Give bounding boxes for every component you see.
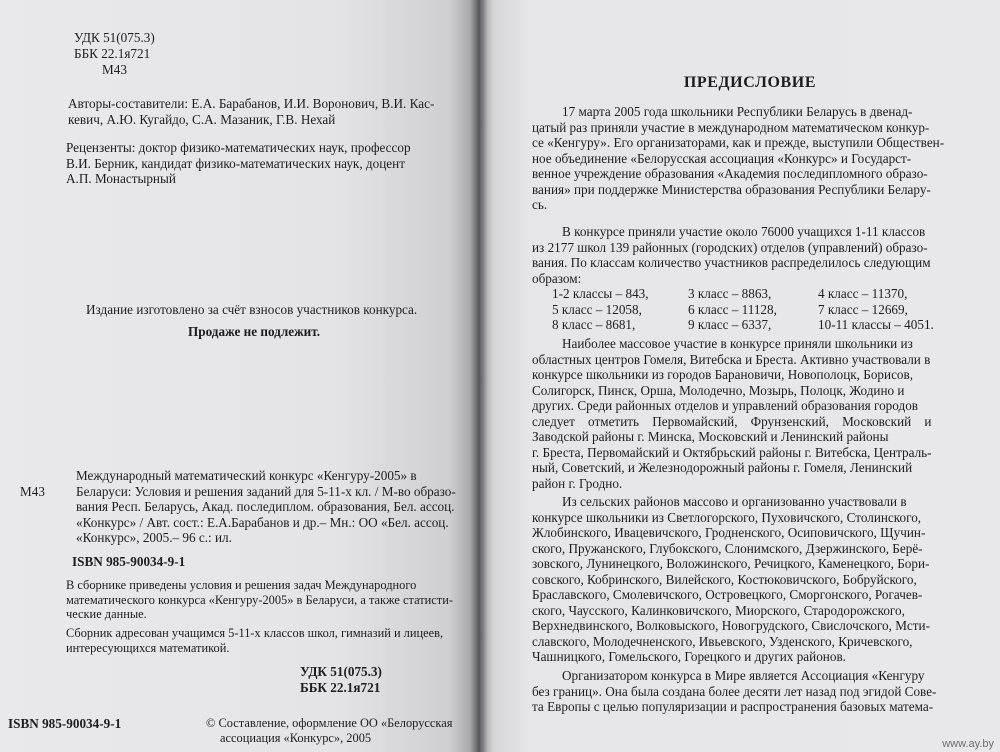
audience-line: Сборник адресован учащимся 5-11-х классов школ, гимназий и лицеев, xyxy=(66,626,444,640)
description-line: математического конкурса «Кенгуру-2005» в Беларуси, а также статисти- xyxy=(66,592,453,607)
bbk-code-bottom: ББК 22.1я721 xyxy=(300,680,381,695)
paragraph-line: следует отметить Первомайский, Фрунзенский, Московский и xyxy=(532,413,932,429)
paragraph-line: та Европы с целью популяризации и распространения базовых матема- xyxy=(532,699,934,714)
description-line: В сборнике приведены условия и решения задач Международного xyxy=(66,578,417,592)
stats-cell: 3 класс – 8863, xyxy=(688,286,772,301)
stats-cell: 5 класс – 12058, xyxy=(552,301,642,317)
bibliographic-record xyxy=(76,468,456,546)
copyright xyxy=(206,716,452,746)
description-line: ческие данные. xyxy=(66,607,147,621)
paragraph-3 xyxy=(532,336,964,491)
reviewers-line: В.И. Берник, кандидат физико-математических наук, доцент xyxy=(66,155,405,171)
paragraph-line: конкурсе школьники из Светлогорского, Пуховичского, Столинского, xyxy=(532,509,922,525)
stats-cell: 4 класс – 11370, xyxy=(818,286,908,301)
paragraph-line: ского, Чаусского, Калинковичского, Миорского, Стародорожского, xyxy=(532,602,905,618)
paragraph-line: конкурсе школьники из городов Барановичи, Новополоцк, Борисов, xyxy=(532,367,914,382)
paragraph-line: ского, Пружанского, Глубокского, Слонимского, Дзержинского, Берё- xyxy=(532,540,923,556)
biblio-line: «Конкурс» / Авт. сост.: Е.А.Барабанов и др.– Мн.: ОО «Бел. ассоц. xyxy=(76,514,449,530)
paragraph-line: ное объединение «Белорусская ассоциация «Конкурс» и Государст- xyxy=(532,150,912,166)
paragraph-line: образом: xyxy=(532,270,582,286)
biblio-line: «Конкурс», 2005.– 96 с.: ил. xyxy=(76,530,232,545)
audience xyxy=(66,626,443,655)
audience-line: интересующихся математикой. xyxy=(66,640,230,655)
paragraph-line: Заводской районы г. Минска, Московский и Ленинский районы xyxy=(532,429,889,444)
paragraph-line: се «Кенгуру». Его организаторами, как и прежде, выступили Обществен- xyxy=(532,135,945,150)
stats-row xyxy=(552,317,972,333)
paragraph-2 xyxy=(532,224,964,286)
paragraph-line: Организатором конкурса в Мире является Ассоциация «Кенгуру xyxy=(562,668,925,683)
paragraph-line: Чашницкого, Гомельского, Горецкого и других районов. xyxy=(532,649,846,664)
paragraph-line: г. Бреста, Первомайский и Октябрьский районы г. Витебска, Централь- xyxy=(532,444,932,460)
paragraph-line: без границ». Она была создана более десяти лет назад под эгидой Сове- xyxy=(532,683,937,699)
stats-row xyxy=(552,286,972,302)
udk-code: УДК 51(075.3) xyxy=(74,30,155,45)
paragraph-line: 17 марта 2005 года школьники Республики Беларусь в двенад- xyxy=(562,104,913,119)
authors-line: кевич, А.Ю. Кугайдо, С.А. Мазаник, Г.В. Нехай xyxy=(68,111,336,127)
site-watermark: www.ay.by xyxy=(942,738,994,750)
not-for-sale: Продаже не подлежит. xyxy=(188,324,321,339)
biblio-line: вания Респ. Беларусь, Акад. последиплом. образования, Бел. ассоц. xyxy=(76,499,455,514)
stats-cell: 1-2 классы – 843, xyxy=(552,286,649,301)
paragraph-line: Браславского, Смолевичского, Островецкого, Сморгонского, Рогачев- xyxy=(532,587,923,602)
paragraph-line: Жлобинского, Ивацевичского, Гродненского, Осиповичского, Щучин- xyxy=(532,525,926,540)
paragraph-4 xyxy=(532,494,964,665)
description xyxy=(66,578,453,622)
paragraph-line: вания. По классам количество участников распределилось следующим xyxy=(532,255,931,270)
stats-cell: 9 класс – 6337, xyxy=(688,317,772,332)
paragraph-line: Наиболее массовое участие в конкурсе приняли школьники из xyxy=(562,336,913,351)
authors xyxy=(68,96,434,127)
reviewers-line: А.П. Монастырный xyxy=(66,171,176,186)
paragraph-line: Солигорск, Пинск, Орша, Молодечно, Мозырь, Полоцк, Жодино и xyxy=(532,382,905,398)
paragraph-line: В конкурсе приняли участие около 76000 учащихся 1-11 классов xyxy=(562,224,926,239)
paragraph-5 xyxy=(532,668,964,715)
paragraph-line: ный, Советский, и Железнодорожный районы г. Гомеля, Ленинский xyxy=(532,460,913,475)
biblio-line: Международный математический конкурс «Кенгуру-2005» в xyxy=(76,468,417,483)
paragraph-line: цатый раз приняли участие в международном математическом конкур- xyxy=(532,119,930,135)
biblio-line: Беларуси: Условия и решения заданий для 5-11-х кл. / М-во образо- xyxy=(76,483,456,499)
paragraph-1 xyxy=(532,104,964,213)
book-gutter xyxy=(470,0,488,752)
reviewers-line: Рецензенты: доктор физико-математических наук, профессор xyxy=(66,140,411,155)
paragraph-line: зовского, Лунинецкого, Воложинского, Речицкого, Каменецкого, Бори- xyxy=(532,556,930,571)
copyright-line: © Составление, оформление ОО «Белорусская xyxy=(206,716,453,730)
paragraph-line: других. Среди районных отделов и управлений образования городов xyxy=(532,398,919,413)
page-title: ПРЕДИСЛОВИЕ xyxy=(683,74,817,91)
paragraph-line: район г. Гродно. xyxy=(532,475,623,491)
paragraph-line: славского, Молодечненского, Ивьевского, Узденского, Кричевского, xyxy=(532,633,913,649)
paragraph-line: сь. xyxy=(532,197,548,212)
copyright-line: ассоциация «Конкурс», 2005 xyxy=(220,731,372,745)
paragraph-line: из 2177 школ 139 районных (городских) отделов (управлений) образо- xyxy=(532,239,928,255)
paragraph-line: Из сельских районов массово и организованно участвовали в xyxy=(562,494,907,509)
stats-cell: 8 класс – 8681, xyxy=(552,317,636,332)
paragraph-line: Верхнедвинского, Волковыского, Новогрудского, Свислочского, Мсти- xyxy=(532,618,930,633)
stats-cell: 10-11 классы – 4051. xyxy=(818,317,934,332)
biblio-code: М43 xyxy=(20,484,45,499)
udk-code-bottom: УДК 51(075.3) xyxy=(300,664,382,679)
author-mark: М43 xyxy=(102,62,127,77)
bbk-code: ББК 22.1я721 xyxy=(74,46,151,61)
edition-note: Издание изготовлено за счёт взносов участников конкурса. xyxy=(86,302,418,317)
reviewers xyxy=(66,140,411,187)
participants-by-grade xyxy=(552,286,972,333)
paragraph-line: вания» при поддержке Министерства образования Республики Белару- xyxy=(532,181,931,197)
paragraph-line: совского, Кобринского, Вилейского, Костюковичского, Бобруйского, xyxy=(532,571,917,587)
paragraph-line: венное учреждение образования «Академия последипломного образо- xyxy=(532,166,928,181)
stats-cell: 6 класс – 11128, xyxy=(688,301,777,317)
isbn: ISBN 985-90034-9-1 xyxy=(72,554,186,569)
authors-line: Авторы-составители: Е.А. Барабанов, И.И. Воронович, В.И. Кас- xyxy=(68,96,435,111)
stats-row xyxy=(552,302,972,318)
stats-cell: 7 класс – 12669, xyxy=(818,301,908,317)
isbn-bottom: ISBN 985-90034-9-1 xyxy=(8,716,122,731)
left-page xyxy=(0,0,478,752)
paragraph-line: областных центров Гомеля, Витебска и Бреста. Активно участвовали в xyxy=(532,351,931,367)
